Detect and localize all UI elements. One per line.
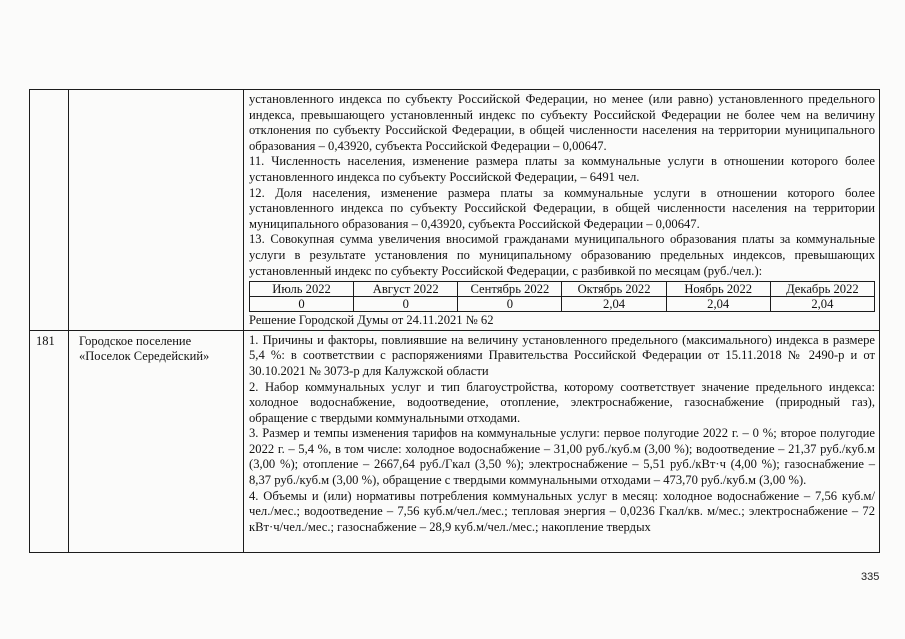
month-value: 0 [458,297,562,312]
month-value: 0 [250,297,354,312]
months-values-row [250,297,875,312]
month-header: Июль 2022 [250,282,354,297]
row-number-cell: 181 [30,330,69,552]
document-table [29,89,880,553]
monthly-amounts-table [249,281,875,312]
month-header: Август 2022 [354,282,458,297]
paragraph: 2. Набор коммунальных услуг и тип благоустройства, которому соответствует значение предельного индекса: холодное водоснабжение, водоотведение, отопление, электроснабжение, газоснабжение (природный газ), обращение с твердыми коммунальными отходами. [249,379,875,425]
month-value: 2,04 [666,297,770,312]
paragraph: 4. Объемы и (или) нормативы потребления коммунальных услуг в месяц: холодное водоснабжение – 7,56 куб.м/чел./мес.; водоотведение – 7,56 куб.м/чел./мес.; тепловая энергия – 0,0236 Гкал/кв. м/мес.; электроснабжение – 72 кВт·ч/чел./мес.; газоснабжение – 28,9 куб.м/чел./мес.; накопление твердых [249,488,875,534]
table-row [30,90,880,331]
months-header-row [250,282,875,297]
month-value: 2,04 [562,297,666,312]
month-header: Ноябрь 2022 [666,282,770,297]
month-header: Декабрь 2022 [770,282,874,297]
details-cell [244,90,880,331]
municipality-name-cell [69,330,244,552]
month-header: Октябрь 2022 [562,282,666,297]
paragraph: 12. Доля населения, изменение размера платы за коммунальные услуги в отношении которого более установленного индекса по субъекту Российской Федерации, в общей численности населения на территории муниципального образования – 0,43920, субъекта Российской Федерации – 0,00647. [249,185,875,231]
municipality-name-cell [69,90,244,331]
paragraph: 11. Численность населения, изменение размера платы за коммунальные услуги в отношении которого более установленного индекса по субъекту Российской Федерации, – 6491 чел. [249,154,875,184]
month-value: 2,04 [770,297,874,312]
details-cell [244,330,880,552]
paragraph: 1. Причины и факторы, повлиявшие на величину установленного предельного (максимального) индекса в размере 5,4 %: в соответствии с распоряжениями Правительства Российской Федерации от 15.11.2018 № 2490-р и от 30.10.2021 № 3073-р для Калужской области [249,332,875,378]
row-number-cell [30,90,69,331]
paragraph: установленного индекса по субъекту Российской Федерации, но менее (или равно) установленного предельного индекса, превышающего установленный индекс по субъекту Российской Федерации не более чем на величину отклонения по субъекту Российской Федерации, в общей численности населения на территории муниципального образования – 0,43920, субъекта Российской Федерации – 0,00647. [249,92,875,153]
paragraph: 13. Совокупная сумма увеличения вносимой гражданами муниципального образования платы за коммунальные услуги в результате установления по муниципальному образованию предельных индексов, превышающих установленный индекс по субъекту Российской Федерации, с разбивкой по месяцам (руб./чел.): [249,232,875,278]
municipality-type: Городское поселение [79,333,192,348]
table-row [30,330,880,552]
page-number: 335 [861,571,880,583]
month-header: Сентябрь 2022 [458,282,562,297]
decision-reference: Решение Городской Думы от 24.11.2021 № 62 [249,313,494,328]
month-value: 0 [354,297,458,312]
paragraph: 3. Размер и темпы изменения тарифов на коммунальные услуги: первое полугодие 2022 г. – 0 %; второе полугодие 2022 г. – 5,4 %, в том числе: холодное водоснабжение – 31,00 руб./куб.м (3,00 %); водоотведение – 21,37 руб./куб.м (3,00 %); отопление – 2667,64 руб./Гкал (3,50 %); электроснабжение – 5,51 руб./кВт·ч (4,00 %); газоснабжение – 8,37 руб./куб.м (3,00 %), обращение с твердыми коммунальными отходами – 473,70 руб./куб.м (3,00 %). [249,426,875,488]
municipality-name: «Поселок Середейский» [79,349,210,364]
